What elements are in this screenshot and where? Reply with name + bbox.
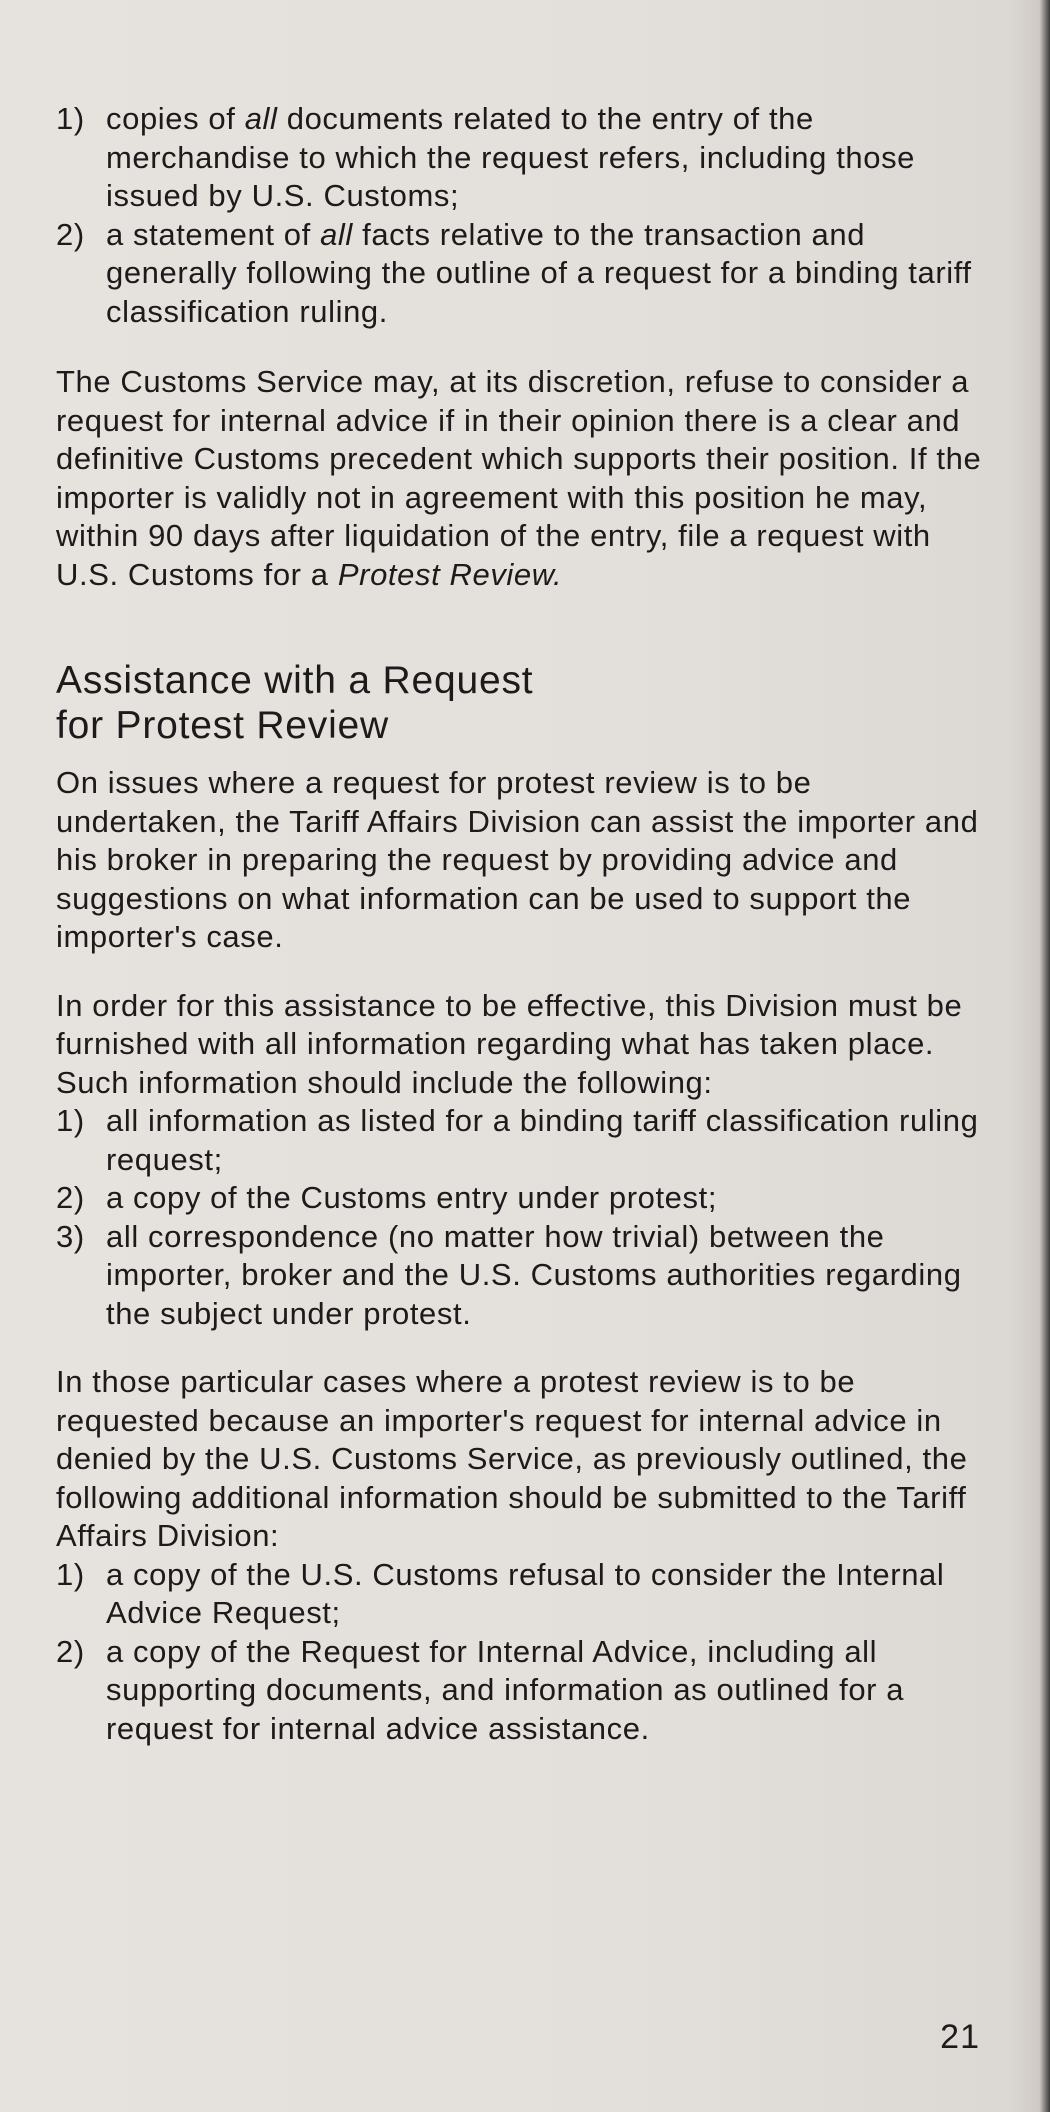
list-item-emphasis: all [244, 101, 278, 136]
list-item-emphasis: all [320, 216, 353, 252]
document-list-1 [56, 100, 986, 331]
list-item-text: facts relative to the transaction and generally following the outline of a request for a binding tariff classification ruling. [106, 216, 972, 329]
list-item [56, 1556, 986, 1633]
list-item-number: 1) [56, 1556, 85, 1592]
page-number: 21 [940, 2018, 980, 2056]
document-list-3 [56, 1556, 986, 1749]
list-item [56, 1633, 986, 1749]
list-item [56, 1179, 986, 1218]
section-heading [56, 658, 986, 748]
paragraph-discretion [56, 363, 986, 594]
list-item-text: a statement of [106, 216, 321, 252]
list-item-text: documents related to the entry of the merchandise to which the request refers, including those issued by U.S. Customs; [106, 101, 916, 213]
list-item-number: 2) [56, 1180, 85, 1215]
list-item-text: a copy of the Request for Internal Advice, including all supporting documents, and information as outlined for a request for internal advice assistance. [106, 1633, 905, 1746]
list-item [56, 1218, 986, 1334]
list-item-text: a copy of the Customs entry under protest; [106, 1180, 718, 1215]
list-item [56, 216, 986, 332]
paragraph-text: The Customs Service may, at its discretion, refuse to consider a request for internal advice if in their opinion there is a clear and definitive Customs precedent which supports their position. If the importer is validly not in agreement with this position he may, within 90 days after liquidation of the entry, file a request with U.S. Customs for a [56, 364, 982, 592]
list-item-text: all correspondence (no matter how trivial) between the importer, broker and the U.S. Customs authorities regarding the subject under protest. [106, 1218, 962, 1331]
list-item [56, 100, 986, 216]
list-item-number: 1) [56, 101, 85, 136]
list-item-number: 3) [56, 1218, 85, 1254]
section-heading-line-1: Assistance with a Request [56, 659, 534, 702]
paragraph-assistance: On issues where a request for protest review is to be undertaken, the Tariff Affairs Division can assist the importer and his broker in preparing the request by providing advice and suggestions on what information can be used to support the importer's case. [56, 765, 979, 954]
list-item [56, 1102, 986, 1179]
page-content [56, 100, 986, 1748]
section-heading-line-2: for Protest Review [56, 704, 390, 747]
list-item-text: all information as listed for a binding tariff classification ruling request; [106, 1103, 979, 1177]
document-list-2 [56, 1102, 986, 1333]
paragraph-particular-cases: In those particular cases where a protest review is to be requested because an importer's request for internal advice in denied by the U.S. Customs Service, as previously outlined, the following additional information should be submitted to the Tariff Affairs Division: [56, 1364, 968, 1553]
paragraph-emphasis: Protest Review. [337, 556, 563, 592]
list-item-text: copies of [106, 101, 245, 136]
list-item-number: 2) [56, 216, 85, 252]
list-item-number: 1) [56, 1103, 85, 1138]
list-item-text: a copy of the U.S. Customs refusal to consider the Internal Advice Request; [106, 1556, 945, 1630]
paragraph-effective: In order for this assistance to be effective, this Division must be furnished with all information regarding what has taken place. Such information should include the following: [56, 987, 963, 1100]
list-item-number: 2) [56, 1633, 85, 1669]
